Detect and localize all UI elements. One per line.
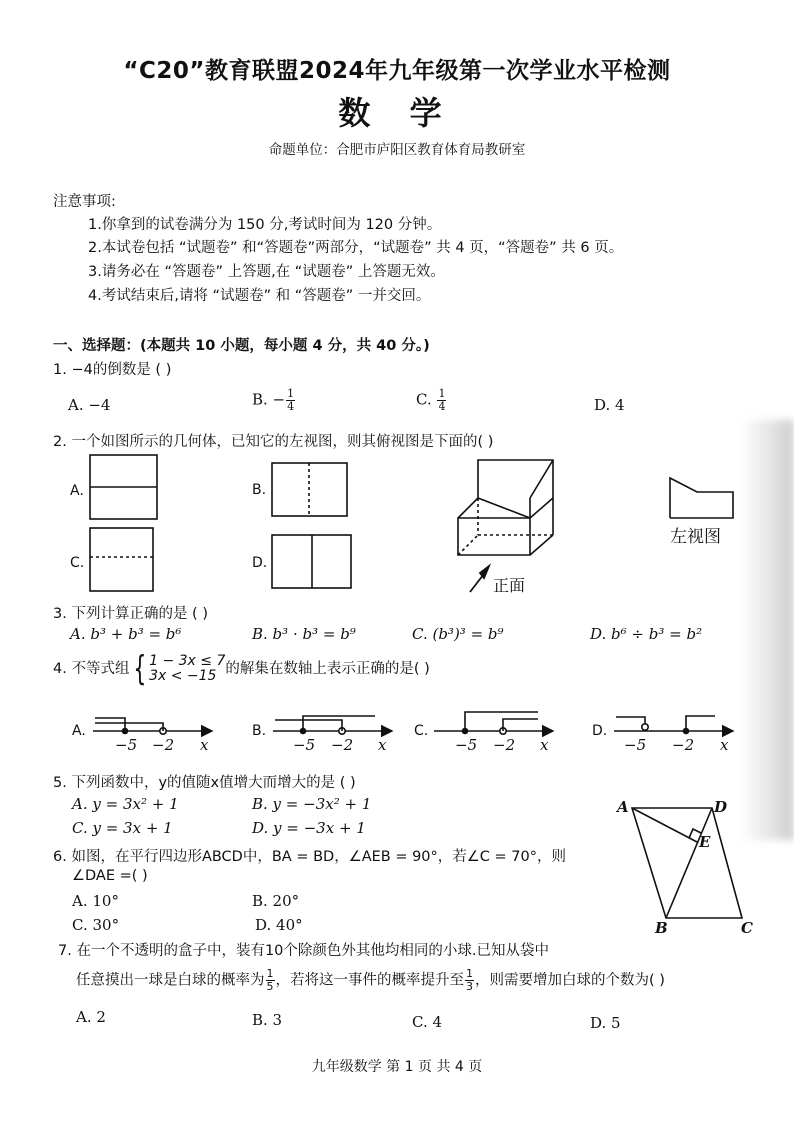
- q7-option-c: C. 4: [412, 1013, 443, 1031]
- q2-stem: 2. 一个如图所示的几何体，已知它的左视图，则其俯视图是下面的( ): [53, 434, 494, 450]
- q7-option-b: B. 3: [252, 1011, 283, 1029]
- q6-point-d: D: [714, 798, 728, 816]
- author-unit: 命题单位：合肥市庐阳区教育体育局教研室: [268, 142, 526, 158]
- note-item-1: 1.你拿到的试卷满分为 150 分,考试时间为 120 分钟。: [88, 217, 442, 233]
- note-item-2: 2.本试卷包括 “试题卷” 和“答题卷”两部分，“试题卷” 共 4 页，“答题卷” 共 6 页。: [88, 240, 624, 256]
- q2-label-b: B.: [252, 482, 267, 498]
- q5-option-b: B. y = −3x² + 1: [252, 795, 372, 813]
- q4-c-axis: x: [540, 736, 549, 754]
- q1-stem: 1. −4的倒数是 ( ): [53, 362, 172, 378]
- page-footer: 九年级数学 第 1 页 共 4 页: [311, 1059, 483, 1075]
- q4-stem: 4. 不等式组 { 1 − 3x ≤ 7 3x < −15 的解集在数轴上表示正确的是( ): [53, 649, 430, 689]
- note-item-3: 3.请务必在 “答题卷” 上答题,在 “试题卷” 上答题无效。: [88, 264, 445, 280]
- q3-stem: 3. 下列计算正确的是 ( ): [53, 606, 208, 622]
- q5-option-c: C. y = 3x + 1: [72, 819, 173, 837]
- q2-front-label: 正面: [493, 576, 526, 595]
- q5-stem: 5. 下列函数中，y的值随x值增大而增大的是 ( ): [53, 775, 356, 791]
- q4-a-tick-1: −5: [115, 736, 138, 754]
- q4-d-tick-1: −5: [624, 736, 647, 754]
- q4-a-axis: x: [200, 736, 209, 754]
- q1-option-a: A. −4: [68, 396, 111, 414]
- q4-d-axis: x: [720, 736, 729, 754]
- notes-heading: 注意事项:: [53, 194, 116, 210]
- q6-option-a: A. 10°: [72, 892, 119, 910]
- q6-option-d: D. 40°: [255, 916, 303, 934]
- q7-option-a: A. 2: [76, 1008, 106, 1026]
- q5-option-a: A. y = 3x² + 1: [72, 795, 179, 813]
- q2-label-a: A.: [70, 483, 84, 499]
- q2-label-d: D.: [252, 555, 268, 571]
- q6-point-e: E: [699, 833, 711, 851]
- q4-d-tick-2: −2: [672, 736, 695, 754]
- q3-option-b: B. b³ · b³ = b⁹: [252, 625, 356, 643]
- q6-stem-line2: ∠DAE =( ): [72, 868, 148, 884]
- q3-option-d: D. b⁶ ÷ b³ = b²: [590, 625, 703, 643]
- q4-c-tick-1: −5: [455, 736, 478, 754]
- q4-c-tick-2: −2: [493, 736, 516, 754]
- q4-label-b: B.: [252, 723, 267, 739]
- q6-point-b: B: [655, 919, 668, 937]
- q2-label-c: C.: [70, 555, 85, 571]
- q4-a-tick-2: −2: [152, 736, 175, 754]
- note-item-4: 4.考试结束后,请将 “试题卷” 和 “答题卷” 一并交回。: [88, 288, 431, 304]
- exam-title: “C20”教育联盟2024年九年级第一次学业水平检测: [123, 58, 671, 84]
- q3-option-a: A. b³ + b³ = b⁶: [70, 625, 182, 643]
- q6-option-c: C. 30°: [72, 916, 120, 934]
- q6-stem-line1: 6. 如图，在平行四边形ABCD中，BA = BD，∠AEB = 90°，若∠C = 70°，则: [53, 849, 566, 865]
- q7-stem-line2: 任意摸出一球是白球的概率为 $\frac{1}{5}$ ，若将这一事件的概率提升至 $\frac{1}{3}$ ，则需要增加白球的个数为( ): [76, 967, 665, 993]
- q4-label-d: D.: [592, 723, 608, 739]
- q4-label-a: A.: [72, 723, 86, 739]
- q6-point-c: C: [741, 919, 753, 937]
- q4-label-c: C.: [414, 723, 429, 739]
- q2-left-view-label: 左视图: [670, 527, 721, 547]
- q4-b-axis: x: [378, 736, 387, 754]
- q3-option-c: C. (b³)³ = b⁹: [412, 625, 504, 643]
- q1-option-c: C. $\frac{1}{4}$: [416, 387, 446, 413]
- q6-point-a: A: [617, 798, 629, 816]
- q7-option-d: D. 5: [590, 1014, 621, 1032]
- subject-title: 数 学: [338, 94, 456, 132]
- q5-option-d: D. y = −3x + 1: [252, 819, 366, 837]
- q4-b-tick-2: −2: [331, 736, 354, 754]
- q4-b-tick-1: −5: [293, 736, 316, 754]
- q1-option-d: D. 4: [594, 396, 625, 414]
- q6-option-b: B. 20°: [252, 892, 300, 910]
- q7-stem-line1: 7. 在一个不透明的盒子中，装有10个除颜色外其他均相同的小球.已知从袋中: [58, 943, 550, 959]
- q1-option-b: B. − $\frac{1}{4}$: [252, 387, 295, 413]
- section-heading: 一、选择题：(本题共 10 小题，每小题 4 分，共 40 分。): [53, 338, 430, 354]
